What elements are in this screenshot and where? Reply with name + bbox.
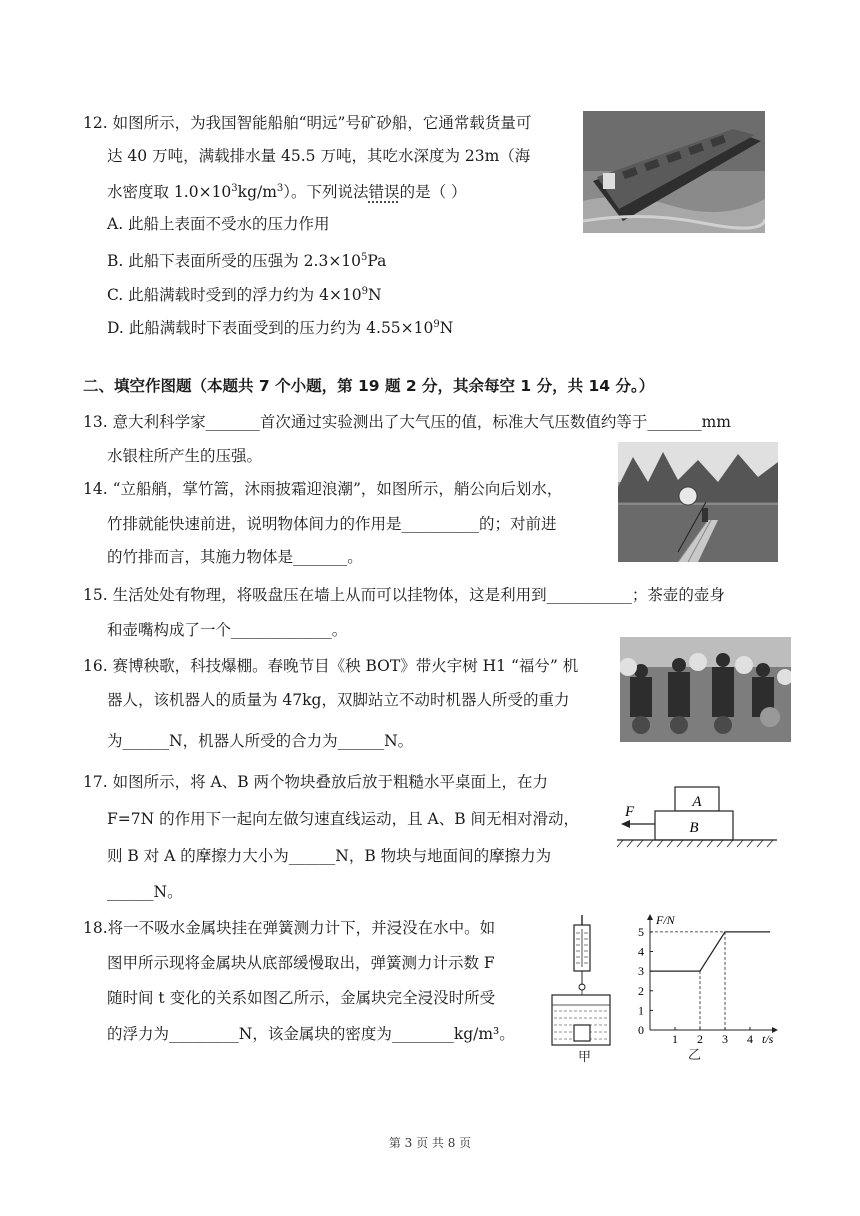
q15-line2: 和壶嘴构成了一个_____________。 — [107, 621, 348, 639]
q18-line2: 图甲所示现将金属块从底部缓慢取出，弹簧测力计示数 F — [107, 954, 495, 972]
q12-option-b: B. 此船下表面所受的压强为 $2.3\times 10^5Pa$ — [107, 252, 387, 270]
q12-line3: 水密度取 $1.0\times 10^3kg/m^3$）。下列说法错误的是（ ） — [107, 183, 467, 201]
q18-line3: 随时间 t 变化的关系如图乙所示，金属块完全浸没时所受 — [107, 989, 496, 1007]
q12-option-d: D. 此船满载时下表面受到的压力约为 $4.55\times 10^9N$ — [107, 319, 454, 337]
chart-svg — [628, 912, 778, 1044]
q12-line2: 达 40 万吨，满载排水量 45.5 万吨，其吃水深度为 23m（海 — [107, 147, 531, 165]
spring-scale-figure — [546, 915, 626, 1055]
q18-line4: 的浮力为_________N，该金属块的密度为________kg/m³。 — [107, 1025, 515, 1043]
q17-line3: 则 B 对 A 的摩擦力大小为______N，B 物块与地面间的摩擦力为 — [107, 847, 552, 865]
y-tick-label: 2 — [638, 983, 644, 998]
series-line — [650, 932, 770, 971]
figure-label-jia: 甲 — [578, 1050, 592, 1065]
label-f: F — [625, 804, 635, 820]
y-tick-label: 4 — [638, 944, 644, 959]
robot-dance-photo — [620, 637, 791, 742]
q16-line3: 为______N，机器人所受的合力为______N。 — [107, 732, 414, 750]
y-tick-label: 0 — [638, 1023, 644, 1037]
q12-option-a: A. 此船上表面不受水的压力作用 — [107, 215, 330, 233]
x-tick-label: 1 — [672, 1032, 678, 1044]
q17-line2: F=7N 的作用下一起向左做匀速直线运动，且 A、B 间无相对滑动， — [107, 810, 580, 828]
x-tick-label: 3 — [722, 1032, 728, 1044]
error-emphasis: 错误 — [368, 183, 400, 201]
q16-line1: 16. 赛博秧歌，科技爆棚。春晚节目《秧 BOT》带火宇树 H1 “福兮” 机 — [83, 657, 579, 675]
force-time-chart — [628, 912, 778, 1044]
y-axis-label: F/N — [656, 913, 675, 927]
label-a: A — [692, 794, 702, 810]
q17-line1: 17. 如图所示，将 A、B 两个物块叠放后放于粗糙水平桌面上，在力 — [83, 773, 549, 791]
y-axis-arrow — [647, 914, 653, 920]
section-2-heading: 二、填空作图题（本题共 7 个小题，第 19 题 2 分，其余每空 1 分，共 14 分。） — [83, 377, 655, 395]
q18-line1: 18.将一不吸水金属块挂在弹簧测力计下，并浸没在水中。如 — [83, 919, 496, 937]
q17-line4: ______N。 — [107, 883, 183, 901]
ship-photo — [583, 111, 765, 233]
metal-block — [574, 1025, 590, 1041]
x-tick-label: 2 — [697, 1032, 703, 1044]
y-tick-label: 1 — [638, 1003, 644, 1018]
q14-line1: 14. “立船艄，掌竹篙，沐雨披霜迎浪潮”，如图所示，艄公向后划水， — [83, 480, 563, 498]
bamboo-raft-photo — [618, 442, 778, 562]
q14-line2: 竹排就能快速前进，说明物体间力的作用是__________的；对前进 — [107, 515, 557, 533]
page-footer: 第 3 页 共 8 页 — [388, 1136, 472, 1150]
figure-label-yi: 乙 — [688, 1048, 702, 1063]
y-tick-label: 5 — [638, 924, 644, 939]
x-tick-label: 4 — [747, 1032, 753, 1044]
q12-option-c: C. 此船满载时受到的浮力约为 $4\times 10^9N$ — [107, 286, 382, 304]
q16-line2: 器人，该机器人的质量为 47kg，双脚站立不动时机器人所受的重力 — [107, 691, 570, 709]
q13-line2: 水银柱所产生的压强。 — [107, 447, 263, 465]
y-tick-label: 3 — [638, 964, 644, 979]
x-axis-label: t/s — [762, 1032, 774, 1044]
label-b: B — [689, 820, 699, 836]
blocks-diagram — [617, 780, 777, 850]
q13-line1: 13. 意大利科学家_______首次通过实验测出了大气压的值，标准大气压数值约等于_______mm — [83, 413, 731, 431]
q15-line1: 15. 生活处处有物理，将吸盘压在墙上从而可以挂物体，这是利用到___________；茶壶的壶身 — [83, 586, 725, 604]
q12-line1: 12. 如图所示，为我国智能船舶“明远”号矿砂船，它通常载货量可 — [83, 114, 532, 132]
q14-line3: 的竹排而言，其施力物体是_______。 — [107, 548, 363, 566]
